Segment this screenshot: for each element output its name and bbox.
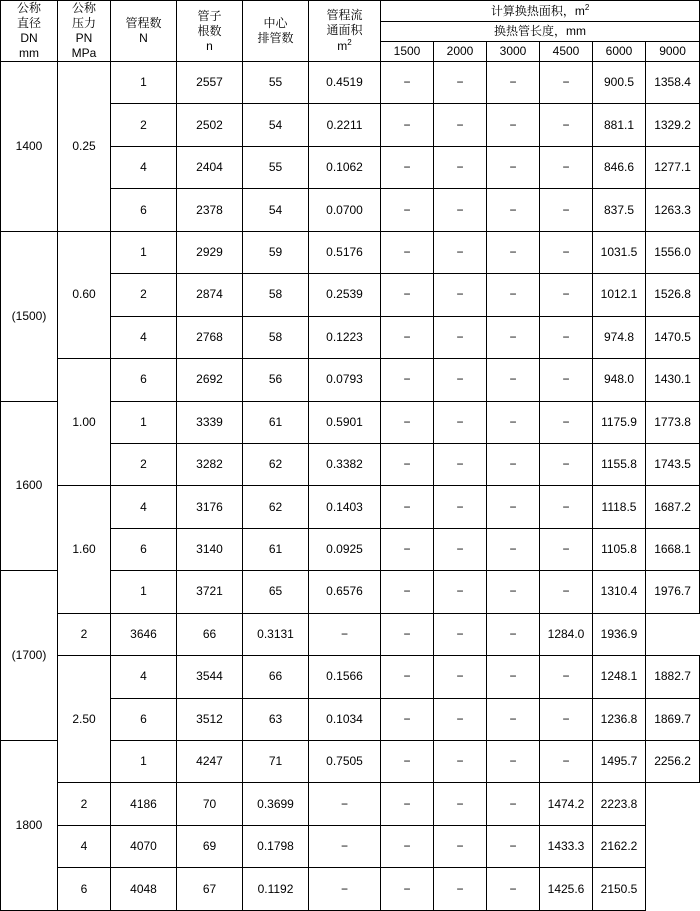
table-row — [1, 825, 700, 867]
passes-cell: 6 — [111, 698, 177, 740]
header-passes-line-1: 管程数 — [125, 16, 162, 30]
flow-area-cell: 0.1403 — [309, 486, 381, 528]
area-cell-1500: − — [309, 783, 381, 825]
header-pn-line-4: MPa — [71, 46, 97, 60]
area-cell-1500: − — [381, 231, 434, 273]
center-row-cell: 54 — [243, 189, 309, 231]
header-center-row-count — [243, 1, 309, 62]
area-cell-6000: 1284.0 — [540, 613, 593, 655]
area-cell-1500: − — [381, 359, 434, 401]
area-cell-3000: − — [487, 274, 540, 316]
passes-cell: 2 — [111, 104, 177, 146]
area-cell-2000: − — [434, 104, 487, 146]
area-cell-1500: − — [381, 528, 434, 570]
area-cell-9000: 1743.5 — [646, 443, 700, 485]
area-cell-2000: − — [434, 316, 487, 358]
area-cell-4500: − — [540, 316, 593, 358]
area-cell-1500: − — [381, 571, 434, 613]
header-area-group-sup: 2 — [584, 3, 590, 13]
area-cell-2000: − — [434, 146, 487, 188]
flow-area-cell: 0.0700 — [309, 189, 381, 231]
area-cell-4500: − — [540, 274, 593, 316]
area-cell-4500: − — [540, 443, 593, 485]
area-cell-9000: 1526.8 — [646, 274, 700, 316]
area-cell-6000: 837.5 — [593, 189, 646, 231]
table-row — [1, 231, 700, 273]
passes-cell: 2 — [58, 613, 111, 655]
area-cell-9000: 1882.7 — [646, 656, 700, 698]
dn-cell: 1800 — [1, 741, 58, 911]
area-cell-6000: 1433.3 — [540, 825, 593, 867]
area-cell-1500: − — [381, 189, 434, 231]
header-tube-passes — [111, 1, 177, 62]
area-cell-3000: − — [487, 443, 540, 485]
passes-cell: 1 — [111, 401, 177, 443]
passes-cell: 4 — [111, 656, 177, 698]
area-cell-4500: − — [540, 486, 593, 528]
area-cell-9000: 2256.2 — [646, 741, 700, 783]
header-tubecount-line-3: n — [206, 38, 213, 53]
center-row-cell: 62 — [243, 443, 309, 485]
header-dn-line-1: 公称 — [16, 1, 41, 15]
header-flow-area — [309, 1, 381, 62]
center-row-cell: 67 — [177, 868, 243, 911]
header-flowarea-line-2: 通面积 — [326, 23, 363, 37]
area-cell-3000: − — [487, 231, 540, 273]
tube-count-cell: 2404 — [177, 146, 243, 188]
center-row-cell: 71 — [243, 741, 309, 783]
passes-cell: 4 — [111, 146, 177, 188]
flow-area-cell: 0.1192 — [243, 868, 309, 911]
area-cell-4500: − — [487, 868, 540, 911]
center-row-cell: 61 — [243, 528, 309, 570]
tube-count-cell: 3282 — [177, 443, 243, 485]
area-cell-3000: − — [434, 613, 487, 655]
table-header — [1, 1, 700, 62]
area-cell-6000: 1495.7 — [593, 741, 646, 783]
flow-area-cell: 0.0925 — [309, 528, 381, 570]
area-cell-2000: − — [434, 486, 487, 528]
passes-cell: 2 — [58, 783, 111, 825]
header-flowarea-line-3 — [309, 38, 380, 54]
flow-area-cell: 0.7505 — [309, 741, 381, 783]
flow-area-cell: 0.4519 — [309, 62, 381, 104]
area-cell-3000: − — [434, 825, 487, 867]
area-cell-4500: − — [540, 571, 593, 613]
tube-count-cell: 3339 — [177, 401, 243, 443]
area-cell-3000: − — [434, 868, 487, 911]
tube-count-cell: 2874 — [177, 274, 243, 316]
header-length-1500: 1500 — [381, 42, 434, 62]
area-cell-6000: 1012.1 — [593, 274, 646, 316]
header-heat-transfer-area-group — [381, 1, 700, 22]
passes-cell: 6 — [111, 189, 177, 231]
center-row-cell: 70 — [177, 783, 243, 825]
area-cell-3000: − — [487, 401, 540, 443]
area-cell-6000: 1105.8 — [593, 528, 646, 570]
table-row — [1, 486, 700, 528]
pn-cell-160: 1.60 — [58, 486, 111, 613]
area-cell-1500: − — [381, 274, 434, 316]
header-dn-line-2: 直径 — [16, 16, 41, 30]
area-cell-9000: 1869.7 — [646, 698, 700, 740]
area-cell-9000: 1773.8 — [646, 401, 700, 443]
header-tubecount-line-2: 根数 — [197, 23, 222, 38]
area-cell-9000: 1470.5 — [646, 316, 700, 358]
area-cell-1500: − — [381, 62, 434, 104]
header-length-2000: 2000 — [434, 42, 487, 62]
area-cell-6000: 948.0 — [593, 359, 646, 401]
area-cell-2000: − — [434, 571, 487, 613]
tube-count-cell: 3176 — [177, 486, 243, 528]
flow-area-cell: 0.0793 — [309, 359, 381, 401]
header-dn-line-3: DN — [20, 31, 38, 45]
center-row-cell: 69 — [177, 825, 243, 867]
header-flowarea-unit: m — [337, 39, 348, 53]
tube-count-cell: 3140 — [177, 528, 243, 570]
area-cell-9000: 1430.1 — [646, 359, 700, 401]
area-cell-3000: − — [487, 656, 540, 698]
header-length-6000: 6000 — [593, 42, 646, 62]
area-cell-4500: − — [540, 528, 593, 570]
area-cell-6000: 900.5 — [593, 62, 646, 104]
header-tubecount-line-1: 管子 — [197, 8, 222, 23]
area-cell-2000: − — [434, 62, 487, 104]
area-cell-6000: 974.8 — [593, 316, 646, 358]
area-cell-3000: − — [487, 741, 540, 783]
passes-cell: 6 — [111, 528, 177, 570]
tube-count-cell: 2692 — [177, 359, 243, 401]
center-row-cell: 63 — [243, 698, 309, 740]
area-cell-3000: − — [434, 783, 487, 825]
area-cell-9000: 1556.0 — [646, 231, 700, 273]
pn-cell-025: 0.25 — [58, 62, 111, 232]
center-row-cell: 55 — [243, 146, 309, 188]
dn-cell: (1700) — [1, 571, 58, 741]
center-row-cell: 55 — [243, 62, 309, 104]
tube-count-cell: 4186 — [111, 783, 177, 825]
header-length-3000: 3000 — [487, 42, 540, 62]
passes-cell: 1 — [111, 741, 177, 783]
area-cell-1500: − — [381, 486, 434, 528]
area-cell-4500: − — [540, 189, 593, 231]
dn-cell: (1500) — [1, 231, 58, 401]
area-cell-2000: − — [434, 528, 487, 570]
header-length-9000: 9000 — [646, 42, 700, 62]
tube-count-cell: 4247 — [177, 741, 243, 783]
pn-cell-060: 0.60 — [58, 231, 111, 358]
area-cell-9000: 1687.2 — [646, 486, 700, 528]
area-cell-9000: 2162.2 — [593, 825, 646, 867]
area-cell-4500: − — [540, 62, 593, 104]
flow-area-cell: 0.3382 — [309, 443, 381, 485]
area-cell-4500: − — [487, 825, 540, 867]
area-cell-6000: 1236.8 — [593, 698, 646, 740]
header-flowarea-line-1: 管程流 — [326, 8, 363, 22]
area-cell-3000: − — [487, 698, 540, 740]
area-cell-3000: − — [487, 62, 540, 104]
passes-cell: 1 — [111, 62, 177, 104]
area-cell-3000: − — [487, 316, 540, 358]
area-cell-4500: − — [540, 146, 593, 188]
tube-count-cell: 3544 — [177, 656, 243, 698]
pn-cell-100: 1.00 — [58, 359, 111, 486]
area-cell-1500: − — [381, 316, 434, 358]
tube-count-cell: 2929 — [177, 231, 243, 273]
area-cell-9000: 1263.3 — [646, 189, 700, 231]
area-cell-9000: 1668.1 — [646, 528, 700, 570]
area-cell-9000: 1329.2 — [646, 104, 700, 146]
area-cell-6000: 1248.1 — [593, 656, 646, 698]
area-cell-3000: − — [487, 146, 540, 188]
table-row — [1, 613, 700, 655]
area-cell-6000: 1425.6 — [540, 868, 593, 911]
center-row-cell: 54 — [243, 104, 309, 146]
area-cell-6000: 881.1 — [593, 104, 646, 146]
header-tube-length-group: 换热管长度，mm — [381, 22, 700, 42]
area-cell-9000: 1277.1 — [646, 146, 700, 188]
area-cell-9000: 1936.9 — [593, 613, 646, 655]
area-cell-3000: − — [487, 571, 540, 613]
flow-area-cell: 0.1062 — [309, 146, 381, 188]
center-row-cell: 66 — [177, 613, 243, 655]
area-cell-2000: − — [381, 868, 434, 911]
area-cell-9000: 2150.5 — [593, 868, 646, 911]
dn-cell: 1400 — [1, 62, 58, 232]
area-cell-2000: − — [434, 443, 487, 485]
area-cell-2000: − — [434, 274, 487, 316]
center-row-cell: 66 — [243, 656, 309, 698]
area-cell-4500: − — [487, 783, 540, 825]
passes-cell: 6 — [58, 868, 111, 911]
flow-area-cell: 0.1566 — [309, 656, 381, 698]
area-cell-2000: − — [434, 401, 487, 443]
passes-cell: 4 — [111, 486, 177, 528]
area-cell-1500: − — [381, 698, 434, 740]
header-flowarea-unit-sup: 2 — [347, 38, 352, 47]
pn-cell-250: 2.50 — [58, 656, 111, 783]
center-row-cell: 61 — [243, 401, 309, 443]
area-cell-4500: − — [540, 741, 593, 783]
header-pn-line-3: PN — [75, 31, 93, 45]
area-cell-1500: − — [381, 656, 434, 698]
center-row-cell: 65 — [243, 571, 309, 613]
flow-area-cell: 0.1798 — [243, 825, 309, 867]
area-cell-4500: − — [540, 359, 593, 401]
table-row — [1, 783, 700, 825]
tube-count-cell: 3646 — [111, 613, 177, 655]
passes-cell: 2 — [111, 443, 177, 485]
area-cell-4500: − — [540, 231, 593, 273]
area-cell-3000: − — [487, 486, 540, 528]
tube-count-cell: 2768 — [177, 316, 243, 358]
area-cell-6000: 1310.4 — [593, 571, 646, 613]
center-row-cell: 62 — [243, 486, 309, 528]
area-cell-2000: − — [434, 741, 487, 783]
tube-count-cell: 3512 — [177, 698, 243, 740]
area-cell-1500: − — [309, 868, 381, 911]
flow-area-cell: 0.2211 — [309, 104, 381, 146]
flow-area-cell: 0.3699 — [243, 783, 309, 825]
passes-cell: 6 — [111, 359, 177, 401]
area-cell-3000: − — [487, 359, 540, 401]
area-cell-2000: − — [434, 359, 487, 401]
passes-cell: 2 — [111, 274, 177, 316]
area-cell-9000: 1976.7 — [646, 571, 700, 613]
header-nominal-diameter — [1, 1, 58, 62]
area-cell-3000: − — [487, 528, 540, 570]
flow-area-cell: 0.3131 — [243, 613, 309, 655]
area-cell-2000: − — [381, 825, 434, 867]
tube-count-cell: 2502 — [177, 104, 243, 146]
table-body — [1, 62, 700, 911]
area-cell-2000: − — [434, 189, 487, 231]
table-row — [1, 868, 700, 911]
area-cell-4500: − — [540, 656, 593, 698]
flow-area-cell: 0.1223 — [309, 316, 381, 358]
area-cell-4500: − — [540, 698, 593, 740]
table-row — [1, 62, 700, 104]
area-cell-6000: 1118.5 — [593, 486, 646, 528]
area-cell-2000: − — [381, 613, 434, 655]
area-cell-9000: 1358.4 — [646, 62, 700, 104]
area-cell-3000: − — [487, 189, 540, 231]
header-centerrow-line-1: 中心 — [263, 16, 288, 30]
area-cell-1500: − — [381, 741, 434, 783]
area-cell-4500: − — [487, 613, 540, 655]
tube-count-cell: 2378 — [177, 189, 243, 231]
header-length-4500: 4500 — [540, 42, 593, 62]
area-cell-2000: − — [434, 698, 487, 740]
area-cell-1500: − — [381, 146, 434, 188]
passes-cell: 4 — [58, 825, 111, 867]
flow-area-cell: 0.5176 — [309, 231, 381, 273]
header-area-group-label: 计算换热面积，m — [490, 4, 585, 19]
area-cell-4500: − — [540, 401, 593, 443]
area-cell-9000: 2223.8 — [593, 783, 646, 825]
area-cell-1500: − — [309, 825, 381, 867]
center-row-cell: 58 — [243, 316, 309, 358]
header-pn-line-1: 公称 — [71, 1, 96, 15]
area-cell-1500: − — [381, 401, 434, 443]
tube-count-cell: 4070 — [111, 825, 177, 867]
area-cell-2000: − — [381, 783, 434, 825]
tube-count-cell: 3721 — [177, 571, 243, 613]
center-row-cell: 59 — [243, 231, 309, 273]
area-cell-4500: − — [540, 104, 593, 146]
passes-cell: 1 — [111, 231, 177, 273]
flow-area-cell: 0.1034 — [309, 698, 381, 740]
table-row — [1, 359, 700, 401]
header-centerrow-line-2: 排管数 — [257, 31, 294, 45]
area-cell-6000: 1474.2 — [540, 783, 593, 825]
area-cell-1500: − — [309, 613, 381, 655]
header-tube-count — [177, 1, 243, 62]
flow-area-cell: 0.2539 — [309, 274, 381, 316]
header-dn-line-4: mm — [19, 46, 39, 60]
tube-count-cell: 4048 — [111, 868, 177, 911]
header-pn-line-2: 压力 — [71, 16, 96, 30]
header-passes-line-2: N — [139, 31, 148, 45]
header-nominal-pressure — [58, 1, 111, 62]
area-cell-1500: − — [381, 104, 434, 146]
area-cell-2000: − — [434, 231, 487, 273]
header-row-1 — [1, 1, 700, 22]
center-row-cell: 58 — [243, 274, 309, 316]
area-cell-6000: 846.6 — [593, 146, 646, 188]
passes-cell: 1 — [111, 571, 177, 613]
passes-cell: 4 — [111, 316, 177, 358]
area-cell-6000: 1031.5 — [593, 231, 646, 273]
area-cell-2000: − — [434, 656, 487, 698]
dn-cell: 1600 — [1, 401, 58, 571]
flow-area-cell: 0.5901 — [309, 401, 381, 443]
center-row-cell: 56 — [243, 359, 309, 401]
flow-area-cell: 0.6576 — [309, 571, 381, 613]
table-row — [1, 656, 700, 698]
area-cell-3000: − — [487, 104, 540, 146]
area-cell-1500: − — [381, 443, 434, 485]
tube-count-cell: 2557 — [177, 62, 243, 104]
area-cell-6000: 1155.8 — [593, 443, 646, 485]
area-cell-6000: 1175.9 — [593, 401, 646, 443]
